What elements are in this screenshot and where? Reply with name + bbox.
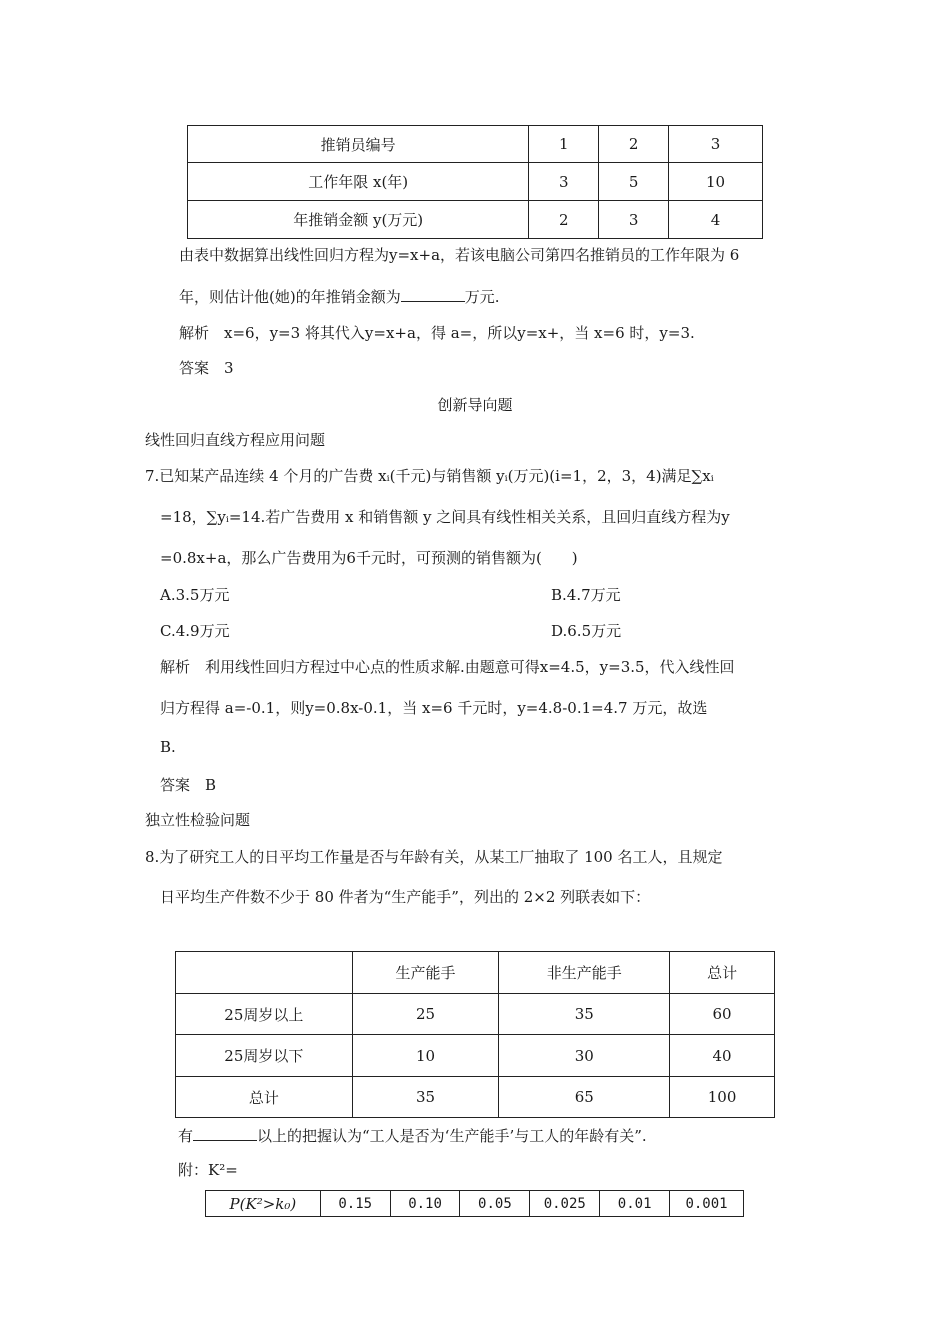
table-cell: 1	[529, 126, 599, 163]
table-cell: 10	[352, 1035, 499, 1077]
table-cell: 0.001	[670, 1191, 744, 1217]
table-cell: 生产能手	[352, 952, 499, 994]
table-cell: 推销员编号	[188, 126, 529, 163]
table-cell: 0.05	[460, 1191, 530, 1217]
contingency-table	[175, 951, 775, 1118]
table-cell: 10	[669, 163, 763, 201]
table-cell: P(K²>k₀)	[206, 1191, 321, 1217]
table-cell: 0.01	[600, 1191, 670, 1217]
q6-line2-unit: 万元.	[464, 288, 500, 306]
table-cell: 25周岁以下	[176, 1035, 353, 1077]
table-cell: 年推销金额 y(万元)	[188, 201, 529, 239]
section-title: 创新导向题	[437, 396, 513, 414]
q8-line2: 日平均生产件数不少于 80 件者为“生产能手”，列出的 2×2 列联表如下：	[160, 888, 651, 906]
q8-line1: 8.为了研究工人的日平均工作量是否与年龄有关，从某工厂抽取了 100 名工人，且规定	[145, 848, 723, 866]
q6-answer: 答案 3	[179, 359, 234, 377]
table-cell: 30	[499, 1035, 670, 1077]
q7-answer: 答案 B	[160, 776, 217, 794]
table-cell: 40	[670, 1035, 775, 1077]
table-cell: 2	[599, 126, 669, 163]
q7-line3: =0.8x+a，那么广告费用为6千元时，可预测的销售额为( )	[160, 549, 578, 567]
table-cell: 60	[670, 994, 775, 1035]
table-cell: 25	[352, 994, 499, 1035]
q8-tail-text: 以上的把握认为“工人是否为‘生产能手’与工人的年龄有关”.	[257, 1127, 647, 1145]
salesperson-table	[187, 125, 763, 239]
q6-analysis: 解析 x=6，y=3 将其代入y=x+a，得 a=，所以y=x+，当 x=6 时，y=3.	[179, 324, 695, 342]
q7-line1: 7.已知某产品连续 4 个月的广告费 xᵢ(千元)与销售额 yᵢ(万元)(i=1，2，3，4)满足∑xᵢ	[145, 467, 714, 485]
answer-blank	[193, 1126, 257, 1141]
probability-table	[205, 1190, 744, 1217]
q6-line1: 由表中数据算出线性回归方程为y=x+a，若该电脑公司第四名推销员的工作年限为 6	[179, 246, 740, 264]
q7-analysis-3: B.	[160, 738, 176, 756]
table-cell: 3	[669, 126, 763, 163]
table-cell: 4	[669, 201, 763, 239]
table-cell: 0.025	[530, 1191, 600, 1217]
table-cell: 35	[499, 994, 670, 1035]
table-cell: 总计	[670, 952, 775, 994]
option-a: A.3.5万元	[160, 586, 230, 604]
option-c: C.4.9万元	[160, 622, 230, 640]
option-b: B.4.7万元	[551, 586, 621, 604]
table-cell: 25周岁以上	[176, 994, 353, 1035]
table-cell	[176, 952, 353, 994]
answer-blank	[401, 287, 465, 302]
q6-line2-text: 年，则估计他(她)的年推销金额为	[179, 288, 401, 306]
q7-analysis-1: 解析 利用线性回归方程过中心点的性质求解.由题意可得x=4.5，y=3.5，代入线性回	[160, 658, 735, 676]
table-cell: 65	[499, 1077, 670, 1118]
q7-line2: =18，∑yᵢ=14.若广告费用 x 和销售额 y 之间具有线性相关关系，且回归直线方程为y	[160, 508, 730, 526]
table-cell: 工作年限 x(年)	[188, 163, 529, 201]
table-cell: 100	[670, 1077, 775, 1118]
table-cell: 总计	[176, 1077, 353, 1118]
topic-heading: 独立性检验问题	[145, 811, 251, 829]
table-cell: 0.10	[390, 1191, 460, 1217]
table-cell: 5	[599, 163, 669, 201]
q7-analysis-2: 归方程得 a=-0.1，则y=0.8x-0.1，当 x=6 千元时，y=4.8-0.1=4.7 万元，故选	[160, 699, 708, 717]
q8-tail-prefix: 有	[178, 1127, 194, 1145]
topic-heading: 线性回归直线方程应用问题	[145, 431, 326, 449]
table-cell: 2	[529, 201, 599, 239]
table-cell: 3	[529, 163, 599, 201]
table-cell: 3	[599, 201, 669, 239]
table-cell: 0.15	[320, 1191, 390, 1217]
q6-line2	[179, 286, 500, 307]
q8-tail	[178, 1125, 647, 1146]
q8-note: 附：K²=	[178, 1161, 238, 1179]
table-cell: 35	[352, 1077, 499, 1118]
option-d: D.6.5万元	[551, 622, 622, 640]
table-cell: 非生产能手	[499, 952, 670, 994]
